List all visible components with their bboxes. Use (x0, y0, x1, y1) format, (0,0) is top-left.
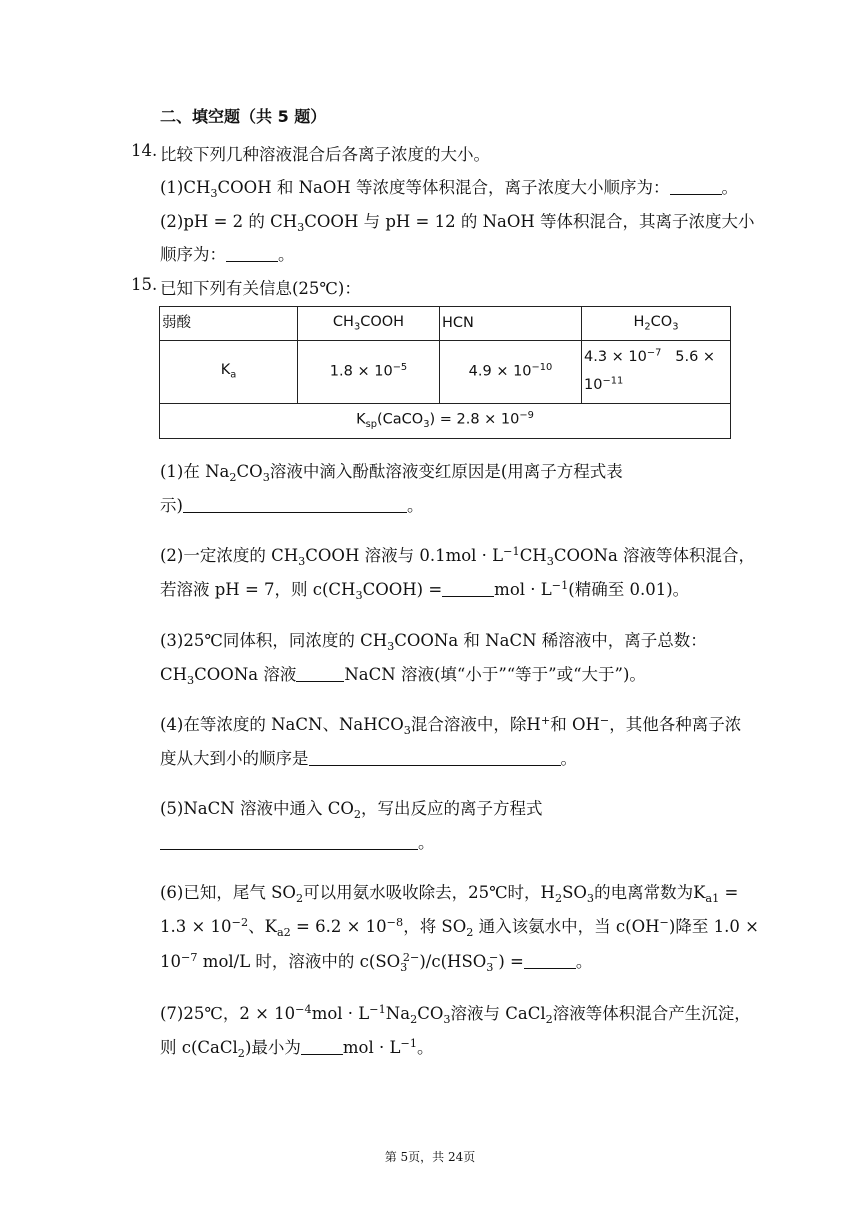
sub-question-3: (3)25℃同体积，同浓度的 $CH_3COONa$ 和 NaCN 稀溶液中，离子总数： (160, 631, 707, 653)
table-ka-hcn: $4.9 \times 10^{-10}$ (440, 341, 582, 404)
answer-blank[interactable] (309, 748, 561, 766)
question-15-stem: 已知下列有关信息(25℃)： (160, 279, 361, 298)
table-header-h2co3: $H_2CO_3$ (582, 307, 731, 341)
sub-question-2-cont: 若溶液 pH = 7，则 $c(CH_3COOH)$ = mol · $L^{-1}$(精确至 0.01)。 (160, 578, 690, 602)
sub-question-6-cont-2: $10^{-7}$ mol/L 时，溶液中的 $c(SO_3^{2-})/c(HSO_3^-)$ = 。 (160, 950, 593, 974)
sub-question-1: (1)在 $Na_2CO_3$溶液中滴入酚酞溶液变红原因是(用离子方程式表 (160, 462, 623, 484)
table-header-hcn: HCN (440, 307, 582, 341)
sub-question-1-cont: 示) 。 (160, 496, 424, 515)
sub-question-6: (6)已知，尾气 $SO_2$可以用氨水吸收除去，25℃时，$H_2SO_3$的电离常数为$K_{a1}$ = (160, 883, 739, 905)
sub-question-6-cont: $1.3 \times 10^{-2}$、$K_{a2} = 6.2 \times 10^{-8}$，将 $SO_2$ 通入该氨水中，当 c(OH−)降至 1.0 × (160, 915, 759, 939)
sub-question-3-cont: $CH_3COONa$ 溶液 NaCN 溶液(填“小于”“等于”或“大于”)。 (160, 665, 646, 687)
acid-constants-table (159, 306, 731, 439)
table-ksp-row: $K_{sp}(CaCO_3) = 2.8 \times 10^{-9}$ (160, 404, 731, 439)
question-14-part-1: $(1)CH_3COOH$ 和 NaOH 等浓度等体积混合，离子浓度大小顺序为： 。 (160, 178, 739, 200)
answer-blank[interactable] (442, 579, 494, 597)
question-15-number: 15. (131, 275, 158, 294)
table-header-ch3cooh: $CH_3COOH$ (298, 307, 440, 341)
answer-blank[interactable] (670, 177, 722, 195)
table-ka-label: $K_a$ (160, 341, 298, 404)
question-14-part-2: (2)pH = 2 的 $CH_3COOH$ 与 pH = 12 的 NaOH 等体积混合，其离子浓度大小 (160, 212, 755, 234)
sub-question-7-cont: 则 c(CaCl$_2$)最小为 mol · $L^{-1}$。 (160, 1036, 434, 1060)
sub-question-4-cont: 度从大到小的顺序是 。 (160, 749, 577, 768)
answer-blank[interactable] (226, 244, 278, 262)
sub-question-5-cont: 。 (160, 829, 435, 853)
question-14-number: 14. (131, 141, 158, 160)
table-ka-ch3cooh: $1.8 \times 10^{-5}$ (298, 341, 440, 404)
sub-question-2: (2)一定浓度的 $CH_3COOH$ 溶液与 $0.1mol \cdot L^{-1}CH_3COONa$ 溶液等体积混合， (160, 544, 756, 568)
answer-blank[interactable] (301, 1037, 343, 1055)
sub-question-7: (7)25℃，$2 \times 10^{-4}mol \cdot L^{-1}Na_2CO_3$溶液与 CaCl$_2$溶液等体积混合产生沉淀， (160, 1002, 751, 1026)
question-14-part-2-cont: 顺序为： 。 (160, 245, 295, 264)
section-title: 二、填空题（共 5 题） (160, 107, 327, 126)
answer-blank[interactable] (524, 951, 576, 969)
sub-question-5: (5)NaCN 溶液中通入 $CO_2$，写出反应的离子方程式 (160, 799, 543, 821)
table-header-weak-acid: 弱酸 (160, 307, 298, 341)
sub-question-4: (4)在等浓度的 NaCN、NaHCO$_3$混合溶液中，除H+和 OH−，其他各种离子浓 (160, 713, 742, 737)
question-14-stem: 比较下列几种溶液混合后各离子浓度的大小。 (160, 145, 490, 164)
answer-blank[interactable] (183, 495, 407, 513)
table-ka-h2co3: $4.3 \times 10^{-7}$ 5.6 × $10^{-11}$ (582, 341, 731, 404)
page-footer: 第 5页，共 24页 (384, 1150, 476, 1164)
answer-blank[interactable] (160, 832, 418, 850)
answer-blank[interactable] (296, 664, 344, 682)
